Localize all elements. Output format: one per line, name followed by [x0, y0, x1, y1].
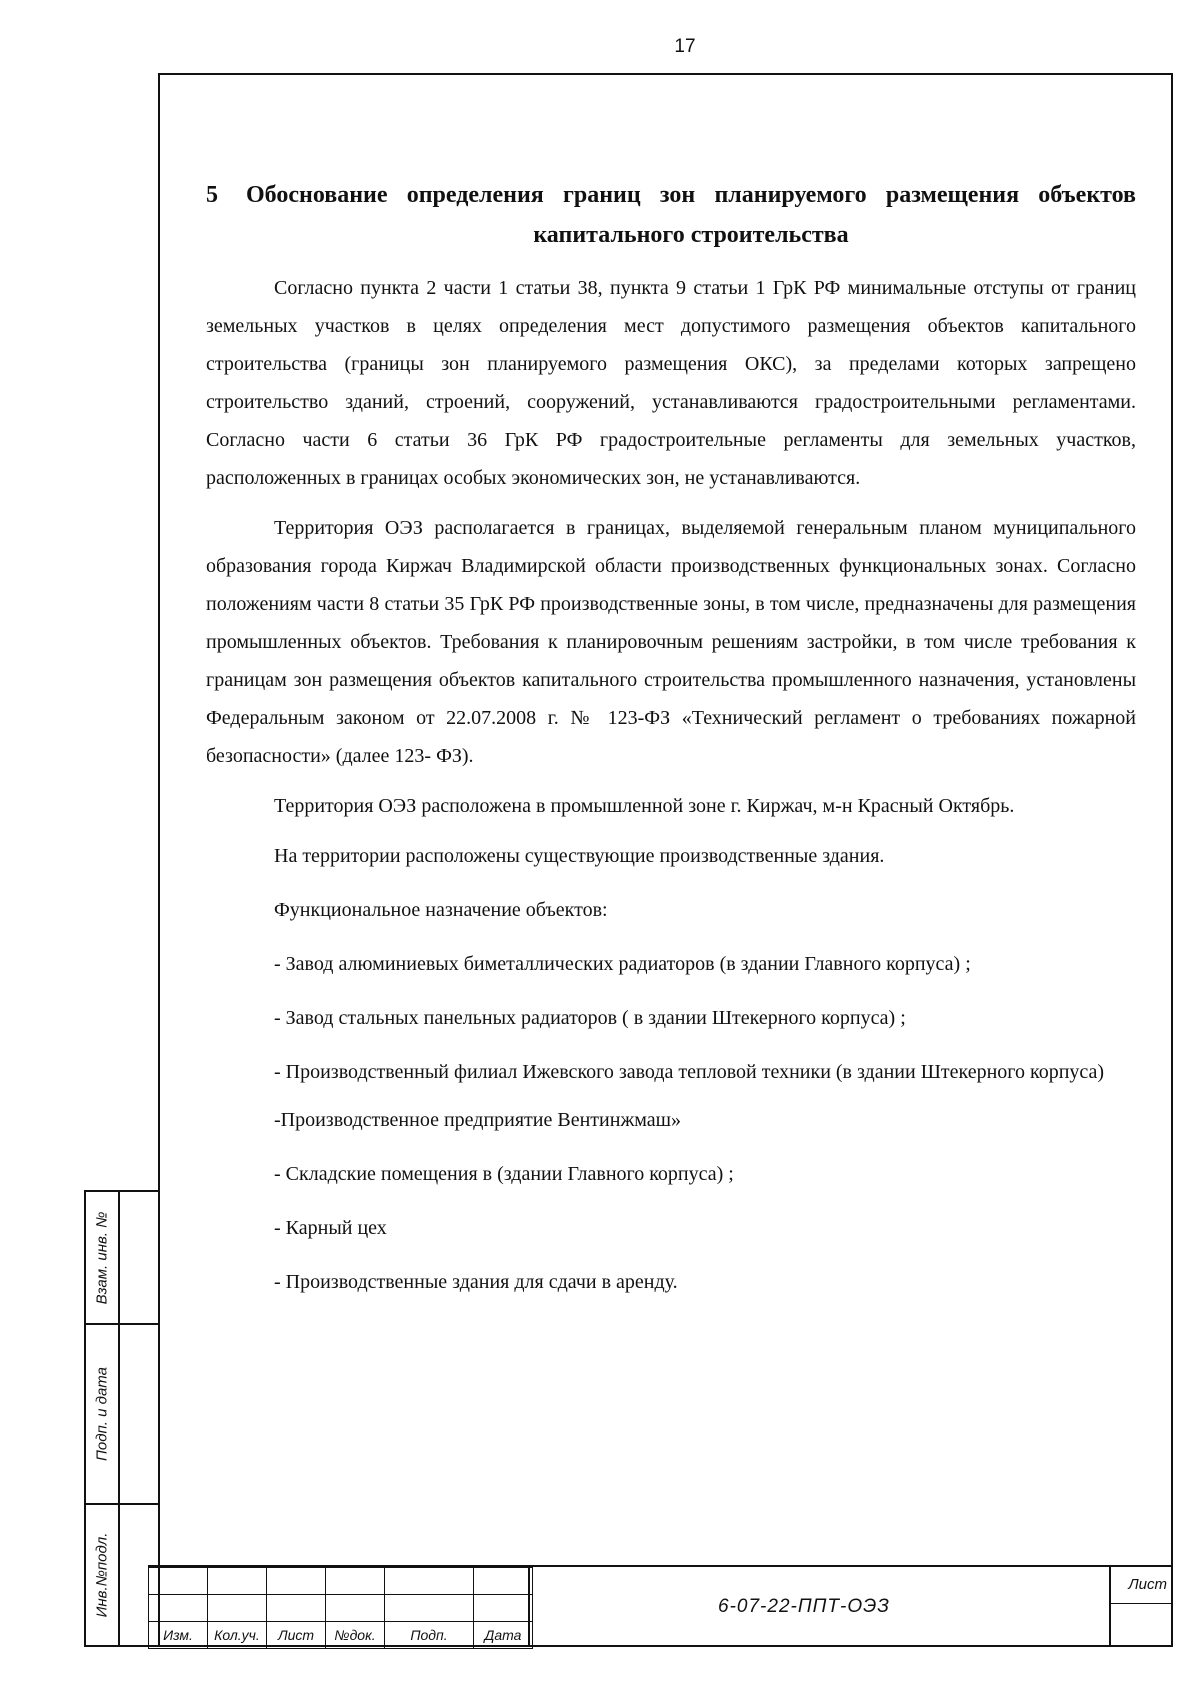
revision-table — [148, 1567, 533, 1649]
text-line: На территории расположены существующие производственные здания. — [274, 845, 885, 867]
document-body — [206, 175, 1136, 1317]
section-title: Обоснование определения границ зон планируемого размещения объектов капитального строительства — [246, 182, 1136, 248]
side-stamp-inv — [84, 1505, 158, 1647]
paragraph: Территория ОЭЗ располагается в границах, выделяемой генеральным планом муниципального образования города Киржач Владимирской области производственных функциональных зонах. Согласно положениям части 8 статьи 35 ГрК РФ производственные зоны, в том числе, предназначены для размещения промышленных объектов. Требования к планировочным решениям застройки, в том числе требования к границам зон размещения объектов капитального строительства промышленного назначения, установлены Федеральным законом от 22.07.2008 г. № 123-ФЗ «Технический регламент о требованиях пожарной безопасности» (далее 123- ФЗ). — [206, 517, 1136, 767]
paragraph: Территория ОЭЗ расположена в промышленной зоне г. Киржач, м-н Красный Октябрь. — [274, 795, 1015, 817]
header-ndok: №док. — [326, 1622, 385, 1649]
list-item: -Производственное предприятие Вентинжмаш» — [274, 1109, 682, 1131]
text-line: Функциональное назначение объектов: — [274, 899, 608, 921]
section-heading — [206, 175, 1136, 255]
side-label-vzam: Взам. инв. № — [93, 1211, 111, 1304]
list-item: - Производственные здания для сдачи в аренду. — [274, 1271, 678, 1293]
header-izm: Изм. — [149, 1622, 208, 1649]
section-number: 5 — [206, 182, 218, 208]
side-stamp-podp — [84, 1325, 158, 1505]
side-stamp-vzam — [84, 1190, 158, 1325]
list-item: - Завод стальных панельных радиаторов ( в здании Штекерного корпуса) ; — [274, 1007, 906, 1029]
document-code: 6-07-22-ППТ-ОЭЗ — [528, 1567, 1078, 1647]
sheet-label: Лист — [1111, 1567, 1173, 1604]
side-label-podp: Подп. и дата — [93, 1367, 111, 1461]
header-data: Дата — [474, 1622, 533, 1649]
header-kol-uch: Кол.уч. — [208, 1622, 267, 1649]
sheet-box — [1109, 1567, 1173, 1647]
side-label-inv: Инв.№подл. — [93, 1532, 111, 1618]
list-item: - Карный цех — [274, 1217, 387, 1239]
title-block — [148, 1565, 1173, 1647]
paragraph: Согласно пункта 2 части 1 статьи 38, пункта 9 статьи 1 ГрК РФ минимальные отступы от границ земельных участков в целях определения мест допустимого размещения объектов капитального строительства (границы зон планируемого размещения ОКС), за пределами которых запрещено строительство зданий, строений, сооружений, устанавливаются градостроительными регламентами. Согласно части 6 статьи 36 ГрК РФ градостроительные регламенты для земельных участков, расположенных в границах особых экономических зон, не устанавливаются. — [206, 277, 1136, 489]
header-list: Лист — [267, 1622, 326, 1649]
list-item: - Завод алюминиевых биметаллических радиаторов (в здании Главного корпуса) ; — [274, 953, 971, 975]
list-item: - Производственный филиал Ижевского завода тепловой техники (в здании Штекерного корпуса) — [274, 1061, 1105, 1083]
page-number: 17 — [674, 36, 696, 57]
header-podp: Подп. — [385, 1622, 474, 1649]
list-item: - Складские помещения в (здании Главного корпуса) ; — [274, 1163, 734, 1185]
